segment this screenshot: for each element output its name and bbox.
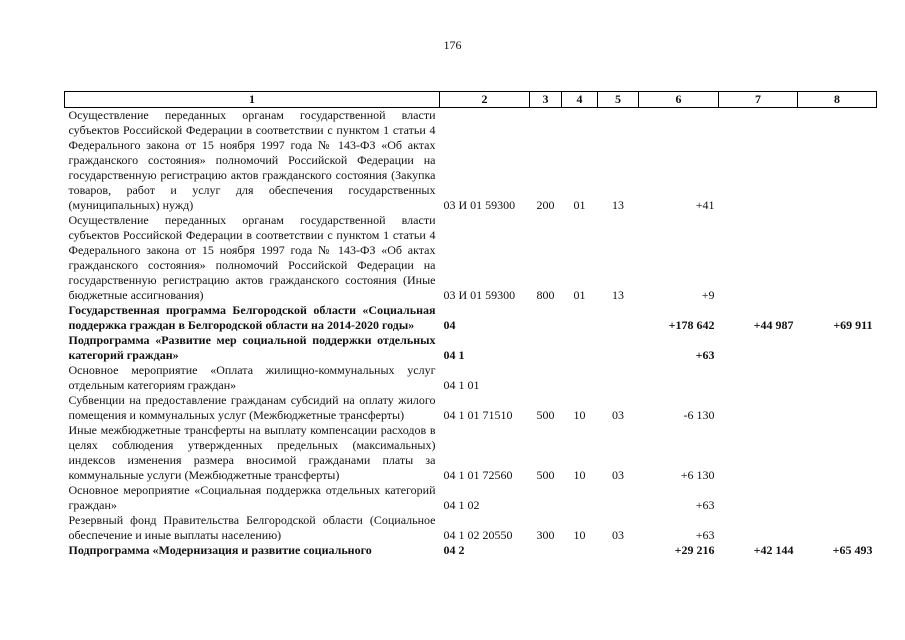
row-value-col7	[719, 213, 798, 303]
row-subsection	[598, 303, 639, 333]
row-section	[562, 303, 598, 333]
column-header: 3	[530, 92, 562, 108]
row-subsection	[598, 333, 639, 363]
row-expense-type	[530, 543, 562, 558]
column-header: 6	[639, 92, 719, 108]
row-subsection	[598, 543, 639, 558]
row-expense-type: 200	[536, 198, 555, 212]
row-subsection: 13	[612, 198, 624, 212]
row-code: 04 2	[443, 543, 465, 557]
row-section	[562, 483, 598, 513]
row-description: Основное мероприятие «Оплата жилищно-коммунальных услуг отдельным категориям граждан»	[68, 363, 436, 392]
budget-table	[64, 91, 877, 558]
table-row	[65, 543, 877, 558]
row-description: Осуществление переданных органам государственной власти субъектов Российской Федерации в соответствии с пунктом 1 статьи 4 Федерального закона от 15 ноября 1997 года № 143-ФЗ «Об актах гражданского состояния» полномочий Российской Федерации на государственную регистрацию актов гражданского состояния (Иные бюджетные ассигнования)	[68, 213, 436, 302]
row-description: Государственная программа Белгородской области «Социальная поддержка граждан в Белгородской области на 2014-2020 годы»	[68, 303, 436, 332]
row-value-col8: +69 911	[833, 318, 873, 332]
row-code: 04 1	[443, 348, 465, 362]
row-section	[562, 543, 598, 558]
row-value-col6: +41	[695, 198, 715, 212]
row-value-col6: +178 642	[668, 318, 715, 332]
row-section: 10	[573, 468, 586, 482]
row-value-col8	[798, 483, 877, 513]
row-subsection: 03	[612, 528, 624, 542]
row-description: Осуществление переданных органам государственной власти субъектов Российской Федерации в соответствии с пунктом 1 статьи 4 Федерального закона от 15 ноября 1997 года № 143-ФЗ «Об актах гражданского состояния» полномочий Российской Федерации на государственную регистрацию актов гражданского состояния (Закупка товаров, работ и услуг для обеспечения государственных (муниципальных) нужд)	[68, 108, 436, 212]
row-expense-type	[530, 333, 562, 363]
row-value-col6: +29 216	[674, 543, 715, 557]
row-section: 01	[573, 288, 586, 302]
row-description: Резервный фонд Правительства Белгородской области (Социальное обеспечение и иные выплаты населению)	[68, 513, 436, 542]
row-section: 01	[573, 198, 586, 212]
row-value-col8	[798, 423, 877, 483]
row-value-col8	[798, 513, 877, 543]
row-expense-type: 500	[536, 468, 555, 482]
row-expense-type: 500	[536, 408, 555, 422]
row-value-col6: +63	[695, 528, 715, 542]
row-value-col8: +65 493	[832, 543, 873, 557]
row-section: 10	[573, 528, 586, 542]
row-value-col7	[719, 333, 798, 363]
row-subsection	[598, 363, 639, 393]
row-expense-type	[530, 363, 562, 393]
row-value-col8	[798, 213, 877, 303]
row-value-col7	[719, 393, 798, 423]
row-section	[562, 333, 598, 363]
row-code: 03 И 01 59300	[443, 198, 516, 212]
row-description: Подпрограмма «Развитие мер социальной поддержки отдельных категорий граждан»	[68, 333, 436, 362]
table-row	[65, 333, 877, 363]
row-value-col7	[719, 513, 798, 543]
row-description: Подпрограмма «Модернизация и развитие социального	[68, 543, 372, 557]
row-description: Иные межбюджетные трансферты на выплату компенсации расходов в целях соблюдения утвержденных предельных (максимальных) индексов изменения размера вносимой гражданами платы за коммунальные услуги (Межбюджетные трансферты)	[68, 423, 436, 482]
row-expense-type: 800	[536, 288, 555, 302]
row-value-col7	[719, 108, 798, 214]
row-code: 04 1 01 72560	[443, 468, 513, 482]
row-description: Основное мероприятие «Социальная поддержка отдельных категорий граждан»	[68, 483, 436, 512]
column-header: 8	[798, 92, 877, 108]
row-code: 04 1 01	[443, 378, 480, 392]
page-number: 176	[443, 38, 462, 52]
table-header-row	[65, 92, 877, 108]
row-subsection	[598, 483, 639, 513]
column-header: 2	[440, 92, 530, 108]
row-section	[562, 363, 598, 393]
row-expense-type	[530, 303, 562, 333]
row-section: 10	[573, 408, 586, 422]
row-value-col6: +6 130	[680, 468, 715, 482]
row-value-col6: +63	[695, 348, 715, 362]
table-row	[65, 303, 877, 333]
row-subsection: 03	[612, 408, 624, 422]
table-body	[65, 108, 877, 559]
row-value-col8	[798, 108, 877, 214]
column-header: 4	[562, 92, 598, 108]
row-code: 04	[443, 318, 456, 332]
row-code: 04 1 02 20550	[443, 528, 513, 542]
row-subsection: 13	[612, 288, 624, 302]
row-value-col7	[719, 423, 798, 483]
table-row	[65, 213, 877, 303]
row-code: 04 1 01 71510	[443, 408, 513, 422]
row-value-col6: -6 130	[683, 408, 715, 422]
row-code: 03 И 01 59300	[443, 288, 516, 302]
table-row	[65, 363, 877, 393]
row-value-col7	[719, 483, 798, 513]
row-expense-type	[530, 483, 562, 513]
row-expense-type: 300	[536, 528, 555, 542]
row-value-col7: +42 144	[753, 543, 794, 557]
row-value-col6: +63	[695, 498, 715, 512]
table-row	[65, 393, 877, 423]
column-header: 7	[719, 92, 798, 108]
table-row	[65, 513, 877, 543]
column-header: 1	[65, 92, 440, 108]
row-value-col8	[798, 333, 877, 363]
row-value-col6: +9	[701, 288, 715, 302]
row-value-col6	[639, 363, 719, 393]
row-value-col8	[798, 393, 877, 423]
row-description: Субвенции на предоставление гражданам субсидий на оплату жилого помещения и коммунальных услуг (Межбюджетные трансферты)	[68, 393, 436, 422]
row-value-col7: +44 987	[753, 318, 794, 332]
row-value-col7	[719, 363, 798, 393]
column-header: 5	[598, 92, 639, 108]
row-value-col8	[798, 363, 877, 393]
table-row	[65, 483, 877, 513]
row-subsection: 03	[612, 468, 624, 482]
row-code: 04 1 02	[443, 498, 480, 512]
table-row	[65, 108, 877, 214]
table-row	[65, 423, 877, 483]
